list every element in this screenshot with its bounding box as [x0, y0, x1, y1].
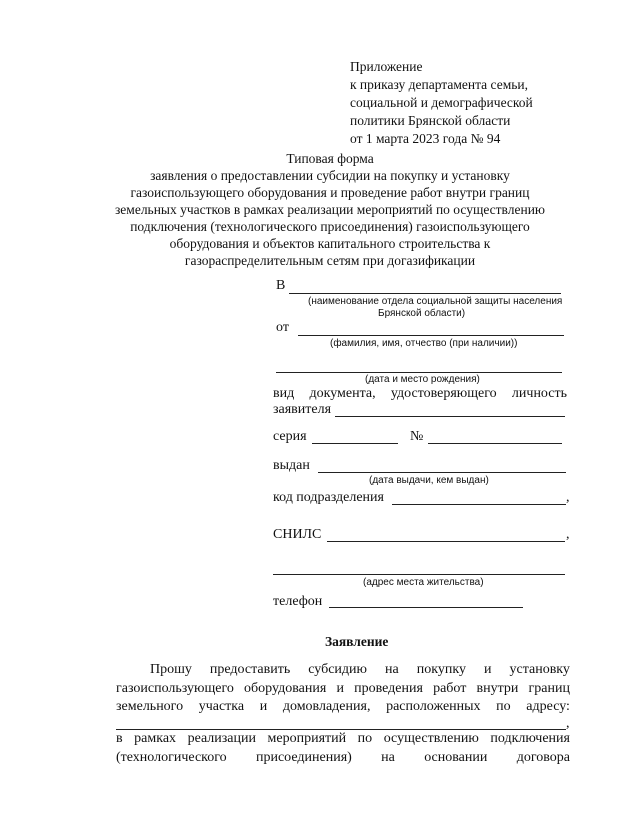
form-title-line: газораспределительным сетям при догазификации [184, 253, 476, 268]
comma: , [566, 527, 570, 542]
statement-heading: Заявление [325, 634, 389, 649]
form-title-line: оборудования и объектов капитального строительства к [169, 236, 491, 251]
issued-caption: (дата выдачи, кем выдан) [369, 475, 489, 486]
to-caption: (наименование отдела социальной защиты населения [308, 296, 563, 307]
applicant-field-line[interactable] [335, 416, 565, 417]
phone-label: телефон [273, 594, 323, 609]
statement-word: на [381, 750, 395, 765]
statement-word: домовладения, [282, 699, 371, 714]
issued-label: выдан [273, 458, 310, 473]
statement-word: основании [424, 750, 488, 765]
statement-word: субсидию [308, 662, 367, 677]
statement-line-6 [116, 750, 570, 766]
statement-word: и [336, 681, 344, 696]
division-code-field-line[interactable] [392, 504, 566, 505]
comma: , [566, 716, 570, 731]
statement-word: присоединения) [255, 750, 352, 765]
statement-word: по [496, 699, 511, 714]
statement-word: и [259, 699, 268, 714]
from-label: от [276, 320, 289, 335]
from-field-line[interactable] [298, 335, 564, 336]
statement-word: подключения [490, 731, 570, 746]
statement-word: рамках [134, 731, 177, 746]
doc-word: вид [273, 386, 295, 401]
land-address-field-line[interactable] [116, 729, 566, 730]
doc-word: личность [511, 386, 567, 401]
appendix-line: Приложение [350, 59, 423, 74]
applicant-label: заявителя [273, 402, 332, 417]
phone-field-line[interactable] [329, 607, 523, 608]
statement-word: реализации [187, 731, 256, 746]
statement-word: мероприятий [267, 731, 347, 746]
birth-field-line[interactable] [276, 372, 562, 373]
appendix-line: социальной и демографической [350, 95, 533, 110]
doc-word: удостоверяющего [390, 386, 497, 401]
to-field-line[interactable] [289, 293, 561, 294]
doc-type-line [273, 386, 567, 402]
snils-label: СНИЛС [273, 527, 322, 542]
snils-field-line[interactable] [327, 541, 565, 542]
division-code-label: код подразделения [273, 490, 384, 505]
number-label: № [410, 429, 424, 444]
comma: , [566, 490, 570, 505]
address-field-line[interactable] [273, 574, 565, 575]
statement-word: (технологического [116, 750, 227, 765]
number-field-line[interactable] [428, 443, 562, 444]
to-caption-2: Брянской области) [378, 308, 466, 319]
statement-word: земельного [116, 699, 184, 714]
doc-word: документа, [309, 386, 376, 401]
to-label: В [276, 278, 286, 293]
appendix-block [350, 58, 533, 148]
appendix-line: от 1 марта 2023 года № 94 [350, 131, 501, 146]
statement-word: предоставить [209, 662, 291, 677]
birth-caption: (дата и место рождения) [365, 374, 480, 385]
form-title-line: Типовая форма [286, 151, 374, 166]
statement-word: участка [198, 699, 245, 714]
statement-word: работ [433, 681, 467, 696]
series-label: серия [273, 429, 307, 444]
statement-word: границ [528, 681, 570, 696]
statement-word: в [116, 731, 123, 746]
issued-field-line[interactable] [318, 472, 566, 473]
form-title-line: подключения (технологического присоединения) газоиспользующего [130, 219, 530, 234]
series-field-line[interactable] [312, 443, 398, 444]
statement-word: расположенных [386, 699, 481, 714]
form-title-line: заявления о предоставлении субсидии на покупку и установку [150, 168, 510, 183]
statement-word: покупку [416, 662, 466, 677]
statement-word: договора [516, 750, 570, 765]
statement-word: оборудования [244, 681, 327, 696]
statement-word: Прошу [150, 662, 192, 677]
statement-word: установку [509, 662, 570, 677]
form-title [95, 150, 565, 269]
statement-word: проведения [354, 681, 423, 696]
statement-word: внутри [476, 681, 519, 696]
statement-line-5 [116, 731, 570, 747]
statement-line-2 [116, 681, 570, 697]
statement-word: адресу: [526, 699, 570, 714]
statement-word: осуществлению [383, 731, 479, 746]
address-caption: (адрес места жительства) [363, 577, 484, 588]
statement-line-3 [116, 699, 570, 715]
statement-word: на [385, 662, 399, 677]
form-title-line: земельных участков в рамках реализации мероприятий по осуществлению [114, 202, 546, 217]
appendix-line: к приказу департамента семьи, [350, 77, 528, 92]
appendix-line: политики Брянской области [350, 113, 511, 128]
statement-word: по [357, 731, 373, 746]
from-caption: (фамилия, имя, отчество (при наличии)) [330, 338, 518, 349]
statement-word: газоиспользующего [116, 681, 234, 696]
form-title-line: газоиспользующего оборудования и проведение работ внутри границ [130, 185, 530, 200]
statement-word: и [483, 662, 492, 677]
statement-line-1 [150, 662, 570, 678]
